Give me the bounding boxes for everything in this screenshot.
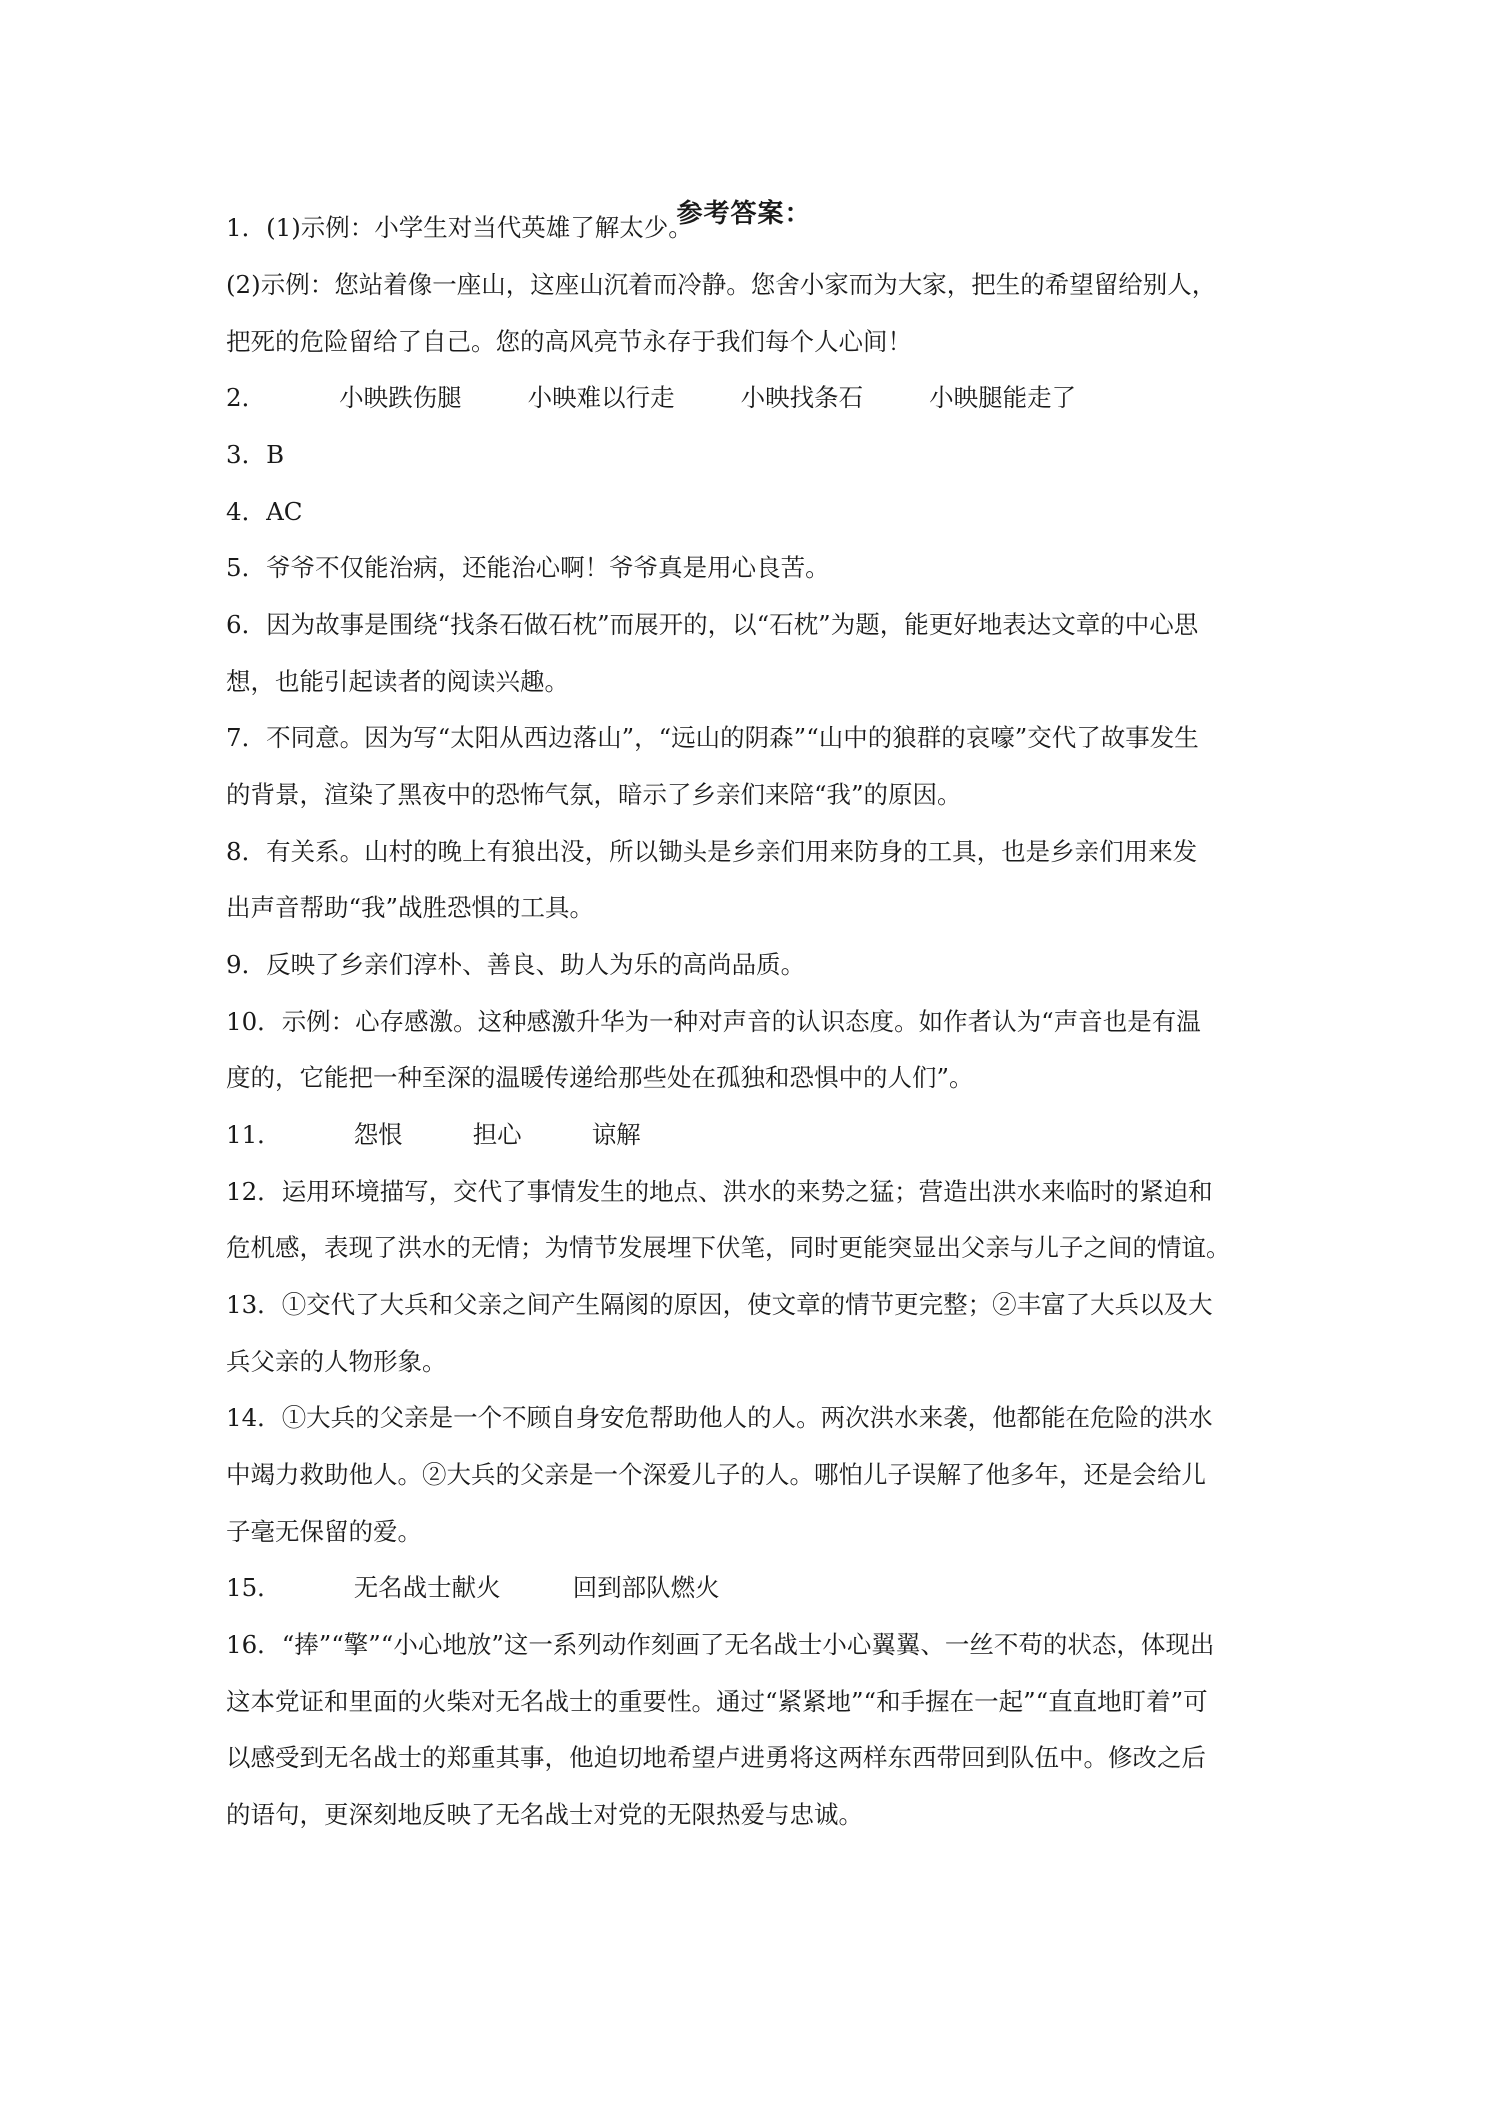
answer-number: 13． (226, 1290, 282, 1319)
answer-text: 子毫无保留的爱。 (226, 1517, 422, 1546)
answer-item: 小映难以行走 (527, 383, 675, 412)
answer-text: 以感受到无名战士的郑重其事，他迫切地希望卢进勇将这两样东西带回到队伍中。修改之后 (226, 1743, 1206, 1772)
answer-number: 9． (226, 950, 267, 979)
answer-8-line-2 (226, 891, 1276, 925)
answer-text: 想，也能引起读者的阅读兴趣。 (226, 667, 569, 696)
answer-item: 谅解 (591, 1120, 641, 1149)
answer-13-line-2 (226, 1345, 1276, 1379)
answer-6-line-1 (226, 608, 1276, 642)
answer-number: 6． (226, 610, 267, 639)
page-title: 参考答案： (676, 199, 812, 229)
answer-item: 小映找条石 (740, 383, 864, 412)
answer-item: 无名战士献火 (353, 1573, 501, 1602)
answer-3-line (226, 438, 1276, 472)
answer-item: 怨恨 (353, 1120, 403, 1149)
answer-text: 中竭力救助他人。②大兵的父亲是一个深爱儿子的人。哪怕儿子误解了他多年，还是会给儿 (226, 1460, 1206, 1489)
answer-1-line-3 (226, 325, 1276, 359)
answer-13-line-1 (226, 1288, 1276, 1322)
answer-number: 4． (226, 497, 267, 526)
answer-number: 12． (226, 1177, 282, 1206)
answer-number: 10． (226, 1007, 282, 1036)
answer-text: 度的，它能把一种至深的温暖传递给那些处在孤独和恐惧中的人们”。 (226, 1063, 974, 1092)
answer-item: 回到部队燃火 (572, 1573, 720, 1602)
answer-1-line-1 (226, 211, 1276, 245)
answer-number: 7． (226, 723, 267, 752)
answer-10-line-2 (226, 1061, 1276, 1095)
answer-text: AC (266, 497, 303, 526)
answer-8-line-1 (226, 835, 1276, 869)
answer-text: 把死的危险留给了自己。您的高风亮节永存于我们每个人心间！ (226, 327, 912, 356)
answer-item: 担心 (472, 1120, 522, 1149)
answer-number: 11． (226, 1120, 282, 1149)
answer-text: 兵父亲的人物形象。 (226, 1347, 447, 1376)
answer-10-line-1 (226, 1005, 1276, 1039)
answer-6-line-2 (226, 665, 1276, 699)
answer-text: 这本党证和里面的火柴对无名战士的重要性。通过“紧紧地”“和手握在一起”“直直地盯着”可 (226, 1687, 1208, 1716)
answer-7-line-1 (226, 721, 1276, 755)
answer-text: 出声音帮助“我”战胜恐惧的工具。 (226, 893, 595, 922)
answer-11-line (226, 1118, 1276, 1152)
answer-16-line-2 (226, 1685, 1276, 1719)
answer-text: 爷爷不仅能治病，还能治心啊！爷爷真是用心良苦。 (266, 553, 830, 582)
answer-number: 2． (226, 383, 267, 412)
answer-14-line-2 (226, 1458, 1276, 1492)
answer-number: 3． (226, 440, 267, 469)
answer-text: 有关系。山村的晚上有狼出没，所以锄头是乡亲们用来防身的工具，也是乡亲们用来发 (266, 837, 1198, 866)
answer-number: 8． (226, 837, 267, 866)
answer-number: 5． (226, 553, 267, 582)
answer-text: 不同意。因为写“太阳从西边落山”，“远山的阴森”“山中的狼群的哀嚎”交代了故事发生 (266, 723, 1199, 752)
answer-number: 14． (226, 1403, 282, 1432)
answer-text: 因为故事是围绕“找条石做石枕”而展开的，以“石枕”为题，能更好地表达文章的中心思 (266, 610, 1199, 639)
answer-number: 1． (226, 213, 267, 242)
answer-14-line-3 (226, 1515, 1276, 1549)
answer-text: (1)示例：小学生对当代英雄了解太少。 (266, 213, 693, 242)
answer-15-line (226, 1571, 1276, 1605)
answer-16-line-1 (226, 1628, 1276, 1662)
answer-text: ①大兵的父亲是一个不顾自身安危帮助他人的人。两次洪水来袭，他都能在危险的洪水 (281, 1403, 1213, 1432)
answer-text: 的语句，更深刻地反映了无名战士对党的无限热爱与忠诚。 (226, 1800, 863, 1829)
answer-text: B (266, 440, 285, 469)
answer-text: 的背景，渲染了黑夜中的恐怖气氛，暗示了乡亲们来陪“我”的原因。 (226, 780, 962, 809)
answer-4-line (226, 495, 1276, 529)
answer-12-line-2 (226, 1231, 1276, 1265)
answer-text: 运用环境描写，交代了事情发生的地点、洪水的来势之猛；营造出洪水来临时的紧迫和 (281, 1177, 1213, 1206)
answer-text: 示例：心存感激。这种感激升华为一种对声音的认识态度。如作者认为“声音也是有温 (281, 1007, 1201, 1036)
answer-text: “捧”“擎”“小心地放”这一系列动作刻画了无名战士小心翼翼、一丝不苟的状态，体现出 (281, 1630, 1215, 1659)
answer-7-line-2 (226, 778, 1276, 812)
answer-5-line (226, 551, 1276, 585)
answer-16-line-3 (226, 1741, 1276, 1775)
answer-text: ①交代了大兵和父亲之间产生隔阂的原因，使文章的情节更完整；②丰富了大兵以及大 (281, 1290, 1213, 1319)
answer-text: 反映了乡亲们淳朴、善良、助人为乐的高尚品质。 (266, 950, 806, 979)
answer-item: 小映跌伤腿 (339, 383, 462, 412)
answer-14-line-1 (226, 1401, 1276, 1435)
answer-number: 15． (226, 1573, 282, 1602)
answer-1-line-2 (226, 268, 1276, 302)
answer-12-line-1 (226, 1175, 1276, 1209)
answer-text: (2)示例：您站着像一座山，这座山沉着而冷静。您舍小家而为大家，把生的希望留给别人， (226, 270, 1217, 299)
answer-9-line (226, 948, 1276, 982)
answer-text: 危机感，表现了洪水的无情；为情节发展埋下伏笔，同时更能突显出父亲与儿子之间的情谊。 (226, 1233, 1231, 1262)
answer-item: 小映腿能走了 (929, 383, 1077, 412)
answer-16-line-4 (226, 1798, 1276, 1832)
answer-number: 16． (226, 1630, 282, 1659)
answer-2-line (226, 381, 1276, 415)
